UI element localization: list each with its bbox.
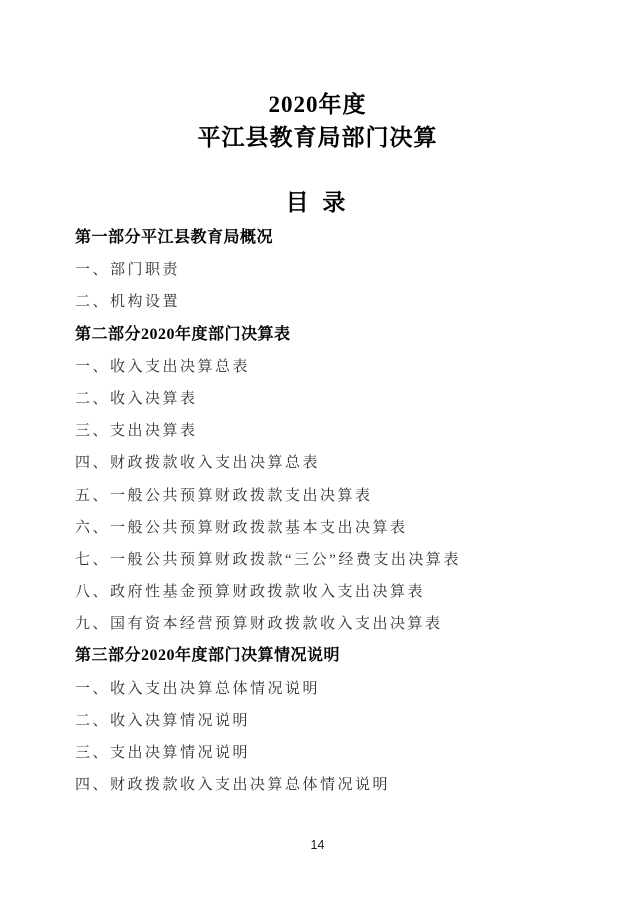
toc-entry: 四、财政拨款收入支出决算总表	[75, 455, 321, 472]
toc-entry: 七、一般公共预算财政拨款“三公”经费支出决算表	[75, 551, 461, 568]
toc-entry: 六、一般公共预算财政拨款基本支出决算表	[75, 519, 408, 536]
toc-entry: 二、收入决算表	[75, 390, 198, 407]
toc-entry: 一、收入支出决算总体情况说明	[75, 680, 321, 697]
toc-entry: 三、支出决算表	[75, 423, 198, 440]
toc-entry: 第二部分2020年度部门决算表	[75, 325, 291, 343]
toc-entry: 一、收入支出决算总表	[75, 358, 251, 375]
document-title-year: 2020年度	[268, 92, 367, 117]
toc-entry: 第一部分平江县教育局概况	[75, 229, 274, 246]
toc-entry: 一、部门职责	[75, 262, 181, 279]
toc-entry: 八、政府性基金预算财政拨款收入支出决算表	[75, 584, 426, 601]
toc-heading: 目 录	[285, 190, 350, 215]
toc-entry: 四、财政拨款收入支出决算总体情况说明	[75, 777, 391, 794]
toc-entry: 九、国有资本经营预算财政拨款收入支出决算表	[75, 616, 443, 633]
toc-entry: 二、机构设置	[75, 294, 181, 311]
toc-list	[75, 222, 560, 801]
toc-entry: 二、收入决算情况说明	[75, 712, 251, 729]
toc-entry: 五、一般公共预算财政拨款支出决算表	[75, 487, 373, 504]
toc-entry: 第三部分2020年度部门决算情况说明	[75, 647, 341, 665]
document-title-name: 平江县教育局部门决算	[197, 125, 438, 150]
toc-entry: 三、支出决算情况说明	[75, 745, 251, 761]
page-number: 14	[310, 838, 325, 852]
